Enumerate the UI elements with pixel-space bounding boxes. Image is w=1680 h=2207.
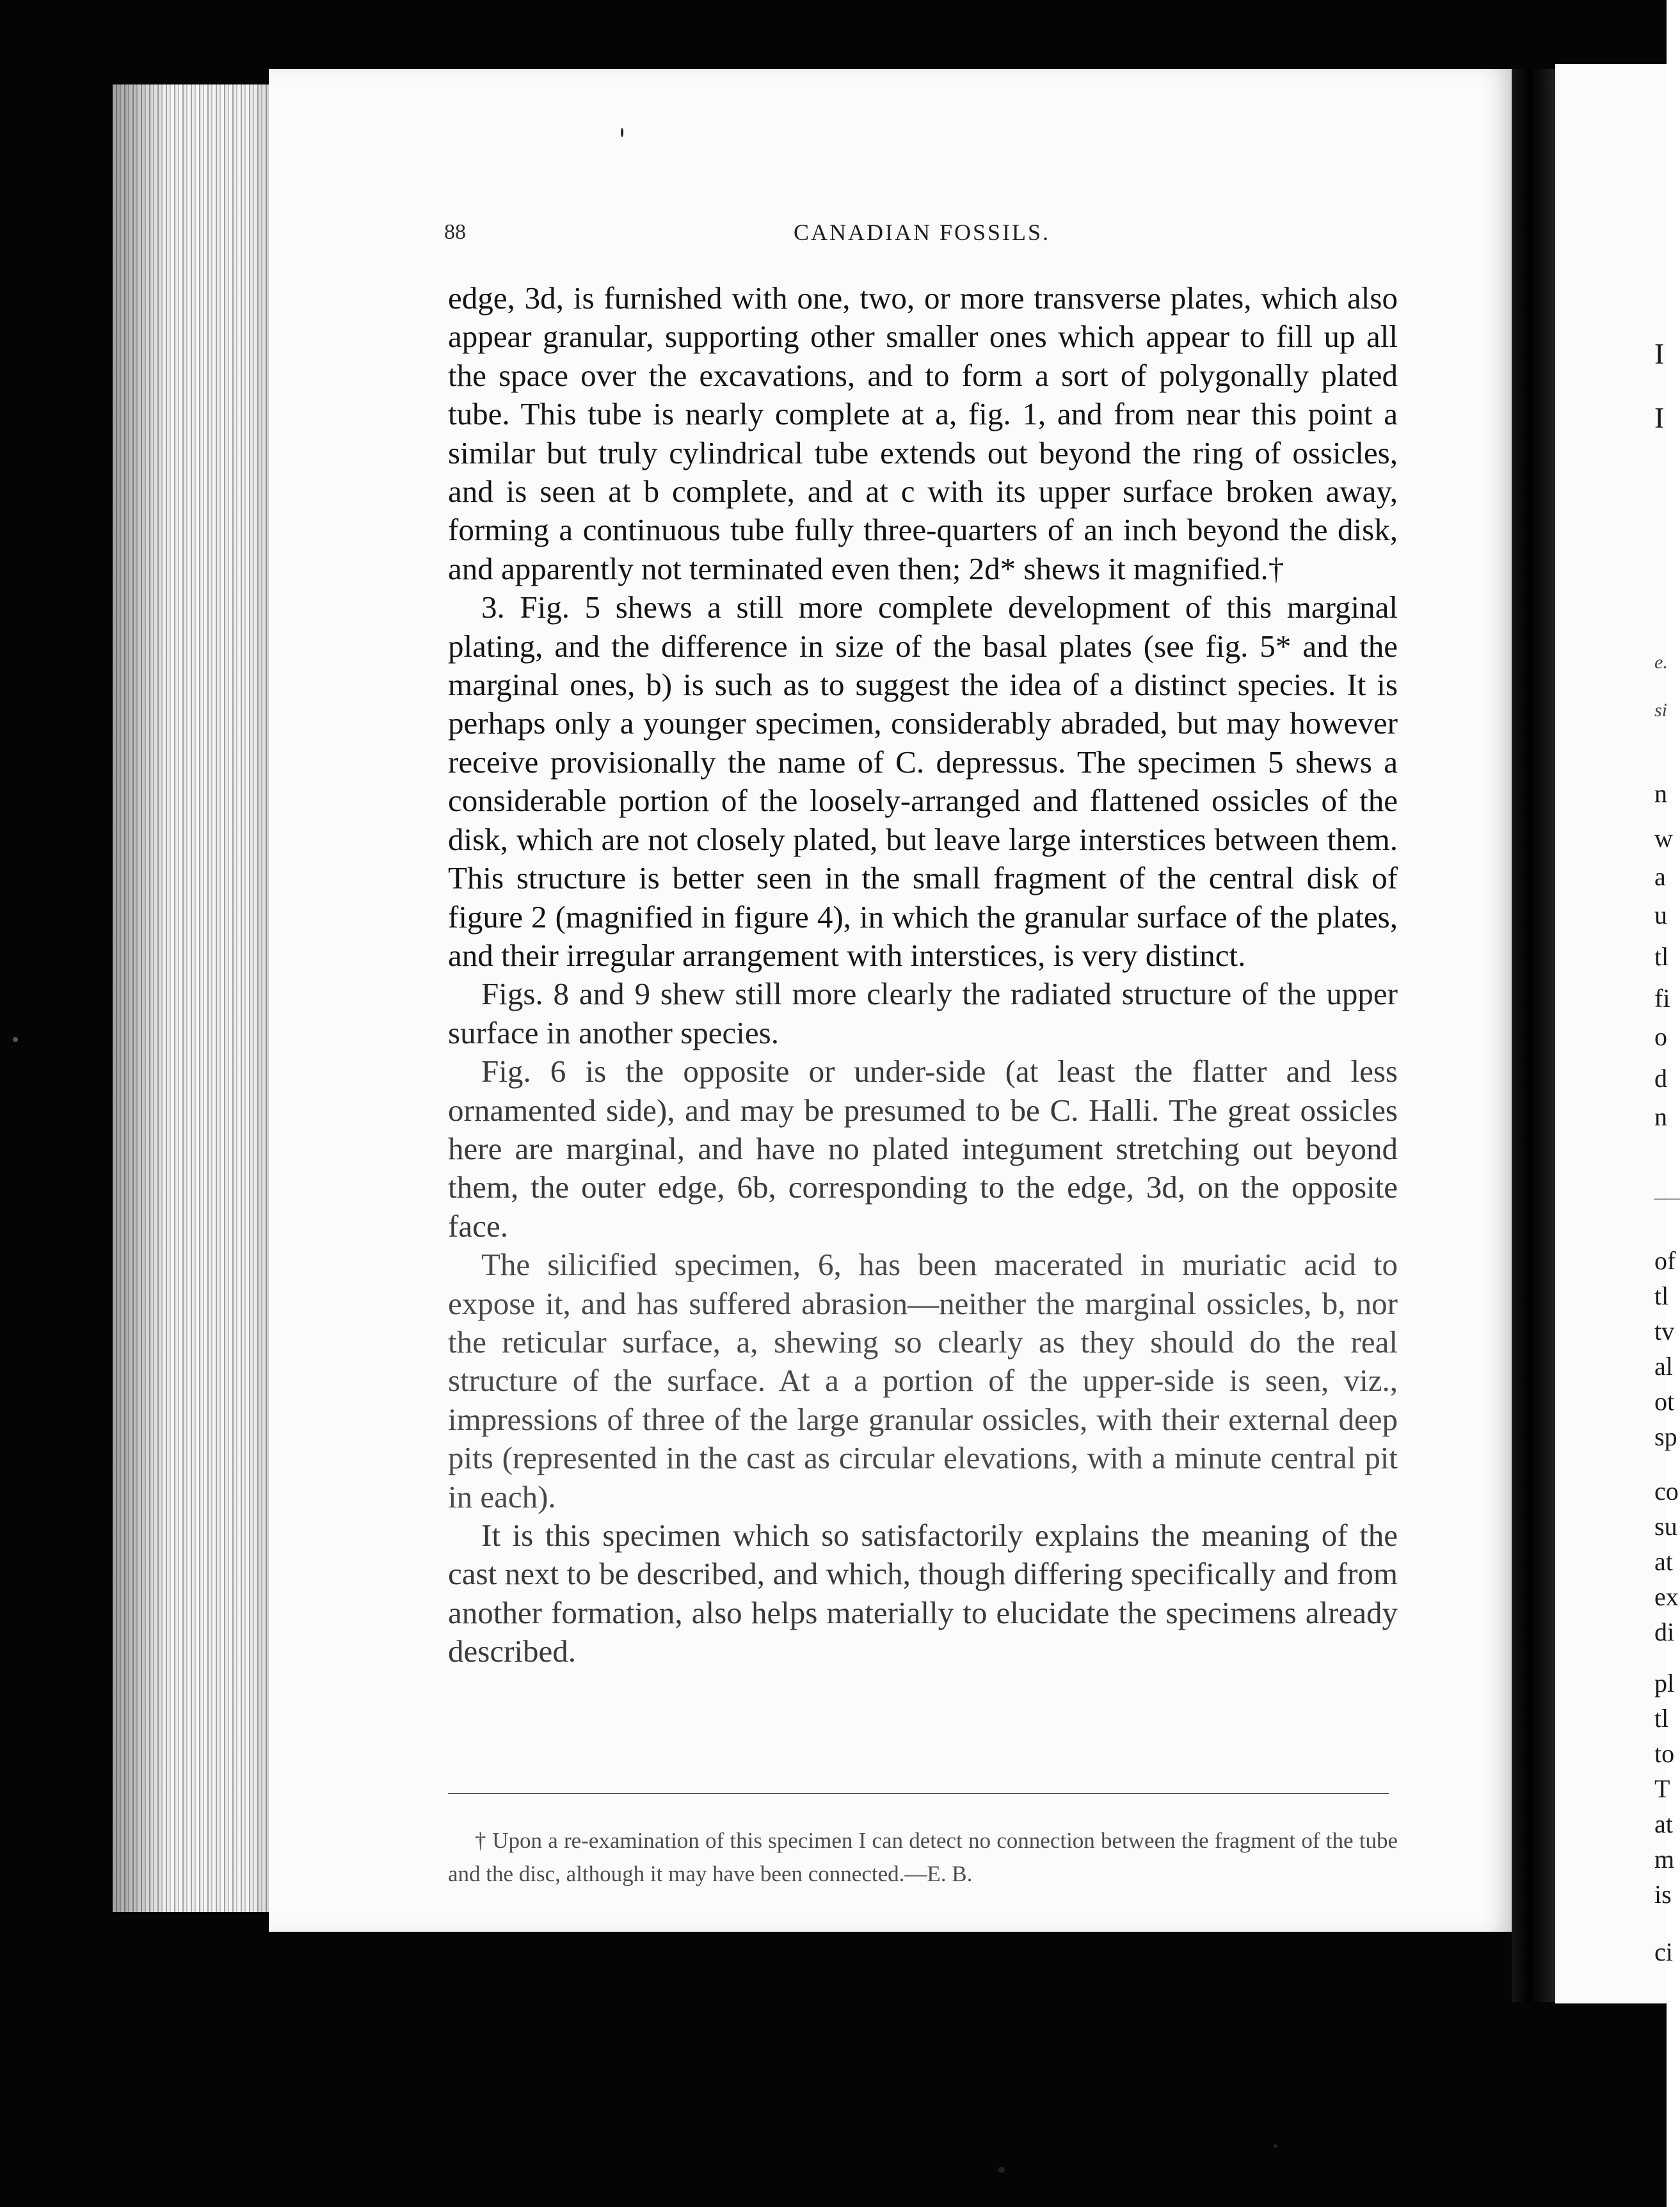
page-number: 88	[444, 220, 466, 244]
footnote: † Upon a re-examination of this specimen I can detect no connection between the fragment of the tube and the disc, although it may have been connected.—E. B.	[448, 1828, 1398, 1886]
facing-page-fragment: ex	[1654, 1582, 1679, 1611]
facing-page-fragment: tl	[1654, 1281, 1669, 1310]
facing-page-fragment: sp	[1654, 1422, 1677, 1451]
paragraph-4: Fig. 6 is the opposite or under-side (at least the flatter and less ornamented side), and may be presumed to be C. Halli. The great ossicles here are marginal, and have no plated integument stretching out beyond them, the outer edge, 6b, corresponding to the edge, 3d, on the opposite face.	[448, 1054, 1398, 1244]
facing-page-fragment: tl	[1654, 942, 1669, 971]
facing-page-fragment: tl	[1654, 1704, 1669, 1733]
facing-page-fragment: m	[1654, 1845, 1675, 1874]
facing-page-fragment: I	[1654, 337, 1665, 370]
running-head: CANADIAN FOSSILS.	[794, 220, 1051, 245]
paragraph-5: The silicified specimen, 6, has been macerated in muriatic acid to expose it, and has suffered abrasion—neither the marginal ossicles, b, nor the reticular surface, a, shewing so clearly as they should do the real structure of the surface. At a a portion of the upper-side is seen, viz., impressions of three of the large granular ossicles, with their external deep pits (represented in the cast as circular elevations, with a minute central pit in each).	[448, 1247, 1398, 1514]
facing-page-fragment: e.	[1654, 652, 1668, 673]
body-text	[448, 279, 1398, 1671]
scan-speck	[998, 2167, 1005, 2173]
scan-speck	[13, 1037, 18, 1042]
book-gutter	[1512, 69, 1556, 2002]
facing-page-fragment: tv	[1654, 1317, 1675, 1345]
facing-page-fragment: —	[1654, 1182, 1680, 1211]
facing-page-fragment: w	[1654, 824, 1673, 853]
paragraph-1: edge, 3d, is furnished with one, two, or more transverse plates, which also appear granular, supporting other smaller ones which appear to fill up all the space over the excavations, and to form a sort of polygonally plated tube. This tube is nearly complete at a, fig. 1, and from near this point a similar but truly cylindrical tube extends out beyond the ring of ossicles, and is seen at b complete, and at c with its upper surface broken away, forming a continuous tube fully three-quarters of an inch beyond the disk, and apparently not terminated even then; 2d* shews it magnified.†	[448, 280, 1398, 586]
facing-page-fragment: co	[1654, 1477, 1679, 1505]
facing-page	[1555, 64, 1667, 2003]
facing-page-fragment: a	[1654, 862, 1666, 891]
facing-page-fragment: I	[1654, 401, 1665, 434]
paragraph-3: Figs. 8 and 9 shew still more clearly the radiated structure of the upper surface in another species.	[448, 976, 1398, 1050]
paragraph-2: 3. Fig. 5 shews a still more complete development of this marginal plating, and the difference in size of the basal plates (see fig. 5* and the marginal ones, b) is such as to suggest the idea of a distinct species. It is perhaps only a younger specimen, considerably abraded, but may however receive provisionally the name of C. depressus. The specimen 5 shews a considerable portion of the loosely-arranged and flattened ossicles of the disk, which are not closely plated, but leave large interstices between them. This structure is better seen in the small fragment of the central disk of figure 2 (magnified in figure 4), in which the granular surface of the plates, and their irregular arrangement with interstices, is very distinct.	[448, 590, 1398, 973]
facing-page-fragment: to	[1654, 1739, 1675, 1768]
facing-page-fragment: ot	[1654, 1387, 1675, 1416]
facing-page-fragment: fi	[1654, 984, 1670, 1013]
paragraph-6: It is this specimen which so satisfactorily explains the meaning of the cast next to be described, and which, though differing specifically and from another formation, also helps materially to elucidate the specimens already described.	[448, 1518, 1398, 1669]
footnote-rule	[448, 1793, 1389, 1794]
facing-page-fragment: u	[1654, 901, 1667, 929]
facing-page-fragment: is	[1654, 1880, 1672, 1909]
facing-page-fragment: pl	[1654, 1669, 1675, 1697]
facing-page-fragment: di	[1654, 1617, 1675, 1646]
page-edge-shadow	[113, 84, 273, 1912]
facing-page-fragment: at	[1654, 1547, 1673, 1576]
facing-page-fragment: ci	[1654, 1938, 1673, 1966]
facing-page-fragment: T	[1654, 1774, 1670, 1803]
facing-page-fragment: at	[1654, 1810, 1673, 1838]
facing-page-fragment: o	[1654, 1022, 1667, 1051]
facing-page-fragment: al	[1654, 1352, 1673, 1381]
scan-speck	[621, 128, 623, 137]
scan-speck	[1274, 2144, 1277, 2148]
facing-page-fragment: of	[1654, 1246, 1676, 1275]
facing-page-fragment: n	[1654, 1102, 1667, 1131]
facing-page-fragment: si	[1654, 700, 1668, 721]
facing-page-fragment: n	[1654, 779, 1667, 808]
facing-page-fragment: su	[1654, 1512, 1677, 1541]
facing-page-fragment: d	[1654, 1064, 1667, 1093]
